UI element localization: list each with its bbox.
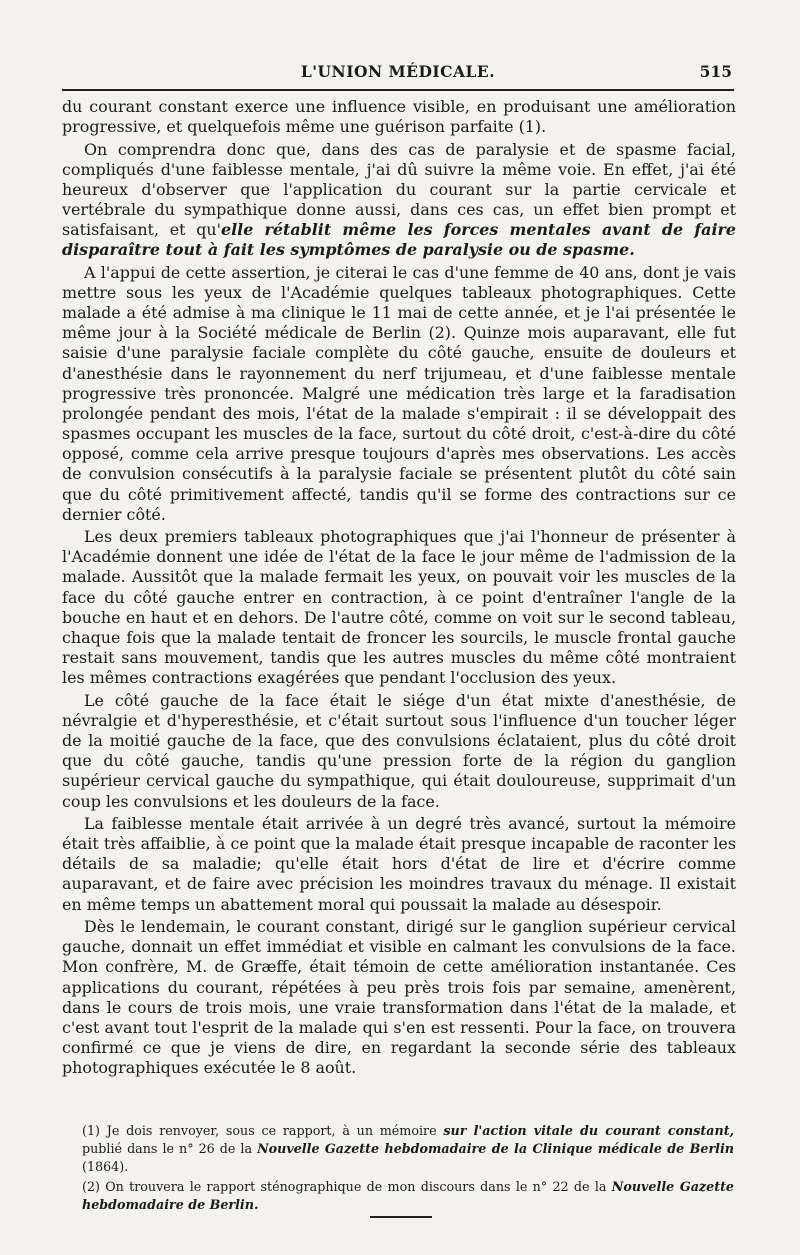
- footnote-1-year: (1864).: [82, 1159, 129, 1174]
- footnote-1-text-a: (1) Je dois renvoyer, sous ce rapport, à un mémoire: [82, 1123, 444, 1138]
- paragraph-5: Le côté gauche de la face était le siége d'un état mixte d'anesthésie, de névralgie et d'hyperesthésie, et c'était surtout sous l'influence d'un toucher léger de la moitié gauche de la face, que des convulsions éclataient, plus du côté droit que du côté gauche, tandis qu'une pression forte de la région du ganglion supérieur cervical gauche du sympathique, qui était douloureuse, supprimait d'un coup les convulsions et les douleurs de la face.: [62, 690, 736, 811]
- paragraph-6: La faiblesse mentale était arrivée à un degré très avancé, surtout la mémoire était très affaiblie, à ce point que la malade était presque incapable de raconter les détails de sa maladie; qu'elle était hors d'état de lire et d'écrire comme auparavant, et de faire avec précision les moindres travaux du ménage. Il existait en même temps un abattement moral qui poussait la malade au désespoir.: [62, 813, 736, 914]
- paragraph-7: Dès le lendemain, le courant constant, dirigé sur le ganglion supérieur cervical gauche, donnait un effet immédiat et visible en calmant les convulsions de la face. Mon confrère, M. de Græffe, était témoin de cette amélioration instantanée. Ces applications du courant, répétées à peu près trois fois par semaine, amenèrent, dans le cours de trois mois, une vraie transformation dans l'état de la malade, et c'est avant tout l'esprit de la malade qui s'en est ressenti. Pour la face, on trouvera confirmé ce que je viens de dire, en regardant la seconde série des tableaux photographiques exécutée le 8 août.: [62, 917, 736, 1078]
- page-number: 515: [699, 62, 732, 81]
- paragraph-2: [62, 140, 736, 261]
- footnote-1-title: sur l'action vitale du courant constant,: [443, 1123, 734, 1138]
- paragraph-3: A l'appui de cette assertion, je citerai le cas d'une femme de 40 ans, dont je vais mettre sous les yeux de l'Académie quelques tableaux photographiques. Cette malade a été admise à ma clinique le 11 mai de cette année, et je l'ai présentée le même jour à la Société médicale de Berlin (2). Quinze mois auparavant, elle fut saisie d'une paralysie faciale complète du côté gauche, ensuite de douleurs et d'anesthésie dans le rayonnement du nerf trijumeau, et d'une faiblesse mentale progressive très prononcée. Malgré une médication très large et la faradisation prolongée pendant des mois, l'état de la malade s'empirait : il se développait des spasmes occupant les muscles de la face, surtout du côté droit, c'est-à-dire du côté opposé, comme cela arrive presque toujours d'après mes observations. Les accès de convulsion consécutifs à la paralysie faciale se présentent plutôt du côté sain que du côté primitivement affecté, tandis qu'il se forme des contractions sur ce dernier côté.: [62, 262, 736, 524]
- footnote-1: [62, 1122, 734, 1176]
- paragraph-1: du courant constant exerce une influence visible, en produisant une amélioration progressive, et quelquefois même une guérison parfaite (1).: [62, 97, 736, 137]
- running-title: L'UNION MÉDICALE.: [300, 62, 496, 81]
- footnote-1-journal: Nouvelle Gazette hebdomadaire de la Clinique médicale de Berlin: [257, 1141, 734, 1156]
- footer-rule: [370, 1216, 432, 1218]
- footnote-2-journal: Nouvelle Gazette hebdomadaire de Berlin.: [82, 1179, 735, 1212]
- paragraph-2-text: On comprendra donc que, dans des cas de paralysie et de spasme facial, compliqués d'une faiblesse mentale, j'ai dû suivre la même voie. En effet, j'ai été heureux d'observer que l'application du courant sur la partie cervicale et vertébrale du sympathique donne aussi, dans ces cas, un effet bien prompt et satisfaisant, et qu': [62, 139, 736, 240]
- footnotes: [82, 1122, 734, 1216]
- paragraph-4: Les deux premiers tableaux photographiques que j'ai l'honneur de présenter à l'Académie donnent une idée de l'état de la face le jour même de l'admission de la malade. Aussitôt que la malade fermait les yeux, on pouvait voir les muscles de la face du côté gauche entrer en contraction, à ce point d'entraîner l'angle de la bouche en haut et en dehors. De l'autre côté, comme on voit sur le second tableau, chaque fois que la malade tentait de froncer les sourcils, le muscle frontal gauche restait sans mouvement, tandis que les autres muscles du même côté montraient les mêmes contractions exagérées que pendant l'occlusion des yeux.: [62, 527, 736, 688]
- footnote-1-text-b: publié dans le n° 26 de la: [82, 1141, 258, 1156]
- footnote-2-text: (2) On trouvera le rapport sténographique de mon discours dans le n° 22 de la: [82, 1179, 612, 1194]
- body-text: [62, 97, 736, 1081]
- paragraph-2-emphasis: elle rétablit même les forces mentales avant de faire disparaître tout à fait les symptômes de paralysie ou de spasme.: [62, 220, 736, 260]
- header-rule: [62, 89, 734, 91]
- page-header: [62, 58, 734, 88]
- footnote-2: [62, 1178, 734, 1214]
